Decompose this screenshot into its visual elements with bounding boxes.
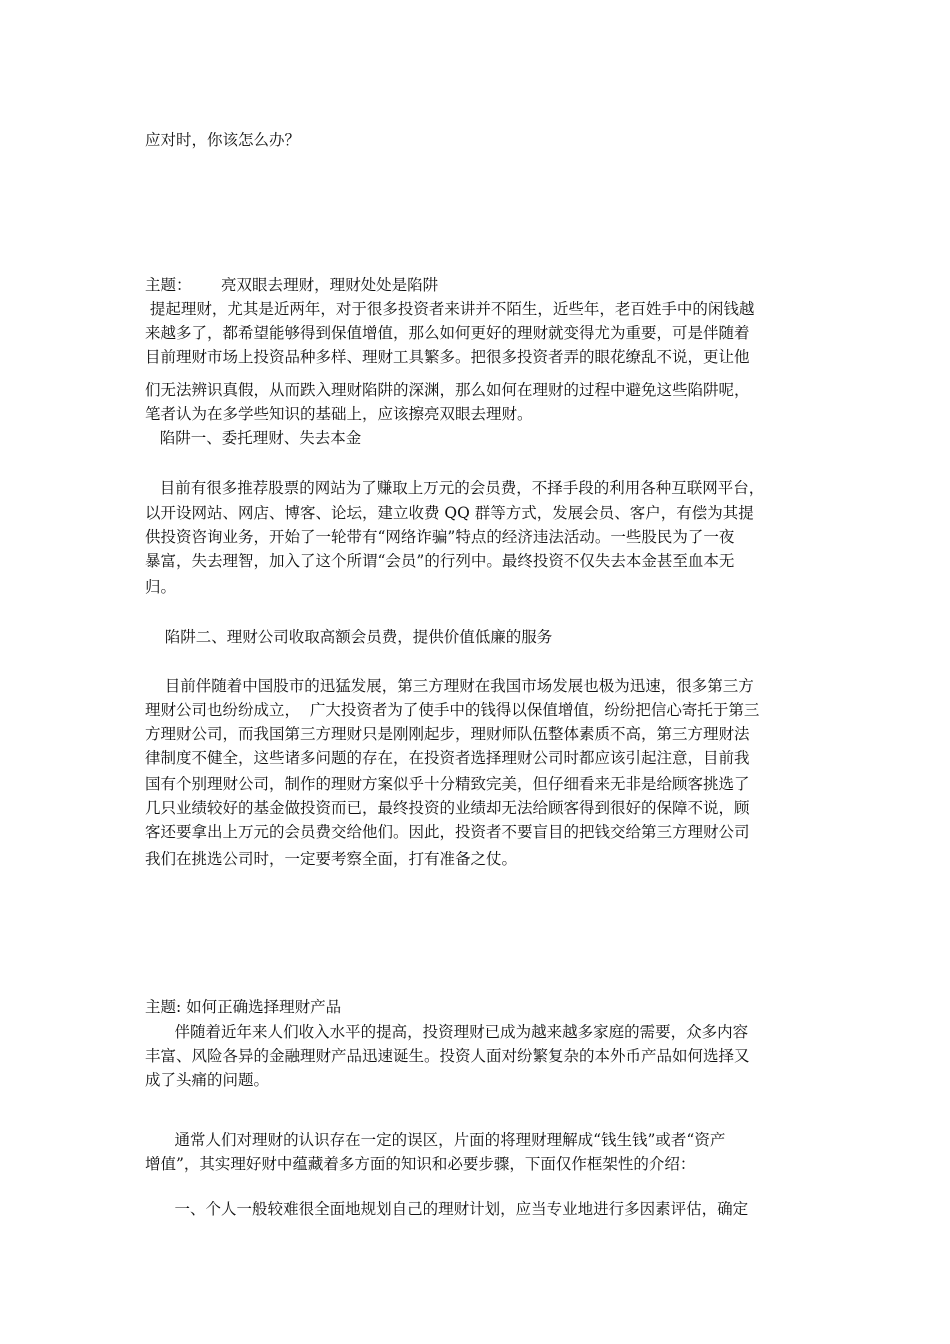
article2-para2-line: 增值”，其实理好财中蕴藏着多方面的知识和必要步骤，下面仅作框架性的介绍： bbox=[145, 1155, 696, 1173]
trap2-line: 律制度不健全，这些诸多问题的存在，在投资者选择理财公司时都应该引起注意，目前我 bbox=[145, 749, 750, 767]
article1-intro-line: 们无法辨识真假，从而跌入理财陷阱的深渊，那么如何在理财的过程中避免这些陷阱呢， bbox=[145, 381, 750, 399]
article2-para1-line: 成了头痛的问题。 bbox=[145, 1071, 270, 1089]
trap2-line: 几只业绩较好的基金做投资而已，最终投资的业绩却无法给顾客得到很好的保障不说，顾 bbox=[145, 799, 750, 817]
trap1-heading: 陷阱一、委托理财、失去本金 bbox=[145, 429, 362, 447]
trap1-line: 以开设网站、网店、博客、论坛，建立收费 QQ 群等方式，发展会员、客户，有偿为其提 bbox=[145, 504, 754, 522]
trap1-line: 归。 bbox=[145, 578, 177, 596]
trap2-line: 理财公司也纷纷成立， 广大投资者为了使手中的钱得以保值增值，纷纷把信心寄托于第三 bbox=[145, 701, 760, 719]
trap2-line: 客还要拿出上万元的会员费交给他们。因此，投资者不要盲目的把钱交给第三方理财公司 bbox=[145, 823, 750, 841]
trap2-line: 国有个别理财公司，制作的理财方案似乎十分精致完美，但仔细看来无非是给顾客挑选了 bbox=[145, 775, 750, 793]
article2-para1-line: 丰富、风险各异的金融理财产品迅速诞生。投资人面对纷繁复杂的本外币产品如何选择又 bbox=[145, 1047, 750, 1065]
article1-intro-line: 笔者认为在多学些知识的基础上，应该擦亮双眼去理财。 bbox=[145, 405, 533, 423]
trap1-line: 暴富，失去理智，加入了这个所谓“会员”的行列中。最终投资不仅失去本金甚至血本无 bbox=[145, 552, 735, 570]
article2-title: 主题: 如何正确选择理财产品 bbox=[145, 998, 342, 1016]
article1-intro-line: 提起理财，尤其是近两年，对于很多投资者来讲并不陌生，近些年，老百姓手中的闲钱越 bbox=[145, 300, 755, 318]
article1-intro-line: 来越多了，都希望能够得到保值增值，那么如何更好的理财就变得尤为重要，可是伴随着 bbox=[145, 324, 750, 342]
intro-line: 应对时，你该怎么办？ bbox=[145, 131, 301, 149]
article2-para3-line: 一、个人一般较难很全面地规划自己的理财计划，应当专业地进行多因素评估，确定 bbox=[145, 1200, 749, 1218]
article1-intro-line: 目前理财市场上投资品种多样、理财工具繁多。把很多投资者弄的眼花缭乱不说，更让他 bbox=[145, 348, 750, 366]
trap2-line: 方理财公司，而我国第三方理财只是刚刚起步，理财师队伍整体素质不高，第三方理财法 bbox=[145, 725, 750, 743]
article1-title: 主题： 亮双眼去理财，理财处处是陷阱 bbox=[145, 276, 439, 294]
trap2-line: 我们在挑选公司时，一定要考察全面，打有准备之仗。 bbox=[145, 850, 518, 868]
trap2-line: 目前伴随着中国股市的迅猛发展，第三方理财在我国市场发展也极为迅速，很多第三方 bbox=[145, 677, 754, 695]
trap1-line: 供投资咨询业务，开始了一轮带有“网络诈骗”特点的经济违法活动。一些股民为了一夜 bbox=[145, 528, 735, 546]
trap2-heading: 陷阱二、理财公司收取高额会员费，提供价值低廉的服务 bbox=[145, 628, 553, 646]
article2-para1-line: 伴随着近年来人们收入水平的提高，投资理财已成为越来越多家庭的需要，众多内容 bbox=[145, 1023, 749, 1041]
trap1-line: 目前有很多推荐股票的网站为了赚取上万元的会员费，不择手段的利用各种互联网平台， bbox=[145, 479, 765, 497]
article2-para2-line: 通常人们对理财的认识存在一定的误区，片面的将理财理解成“钱生钱”或者“资产 bbox=[145, 1131, 726, 1149]
